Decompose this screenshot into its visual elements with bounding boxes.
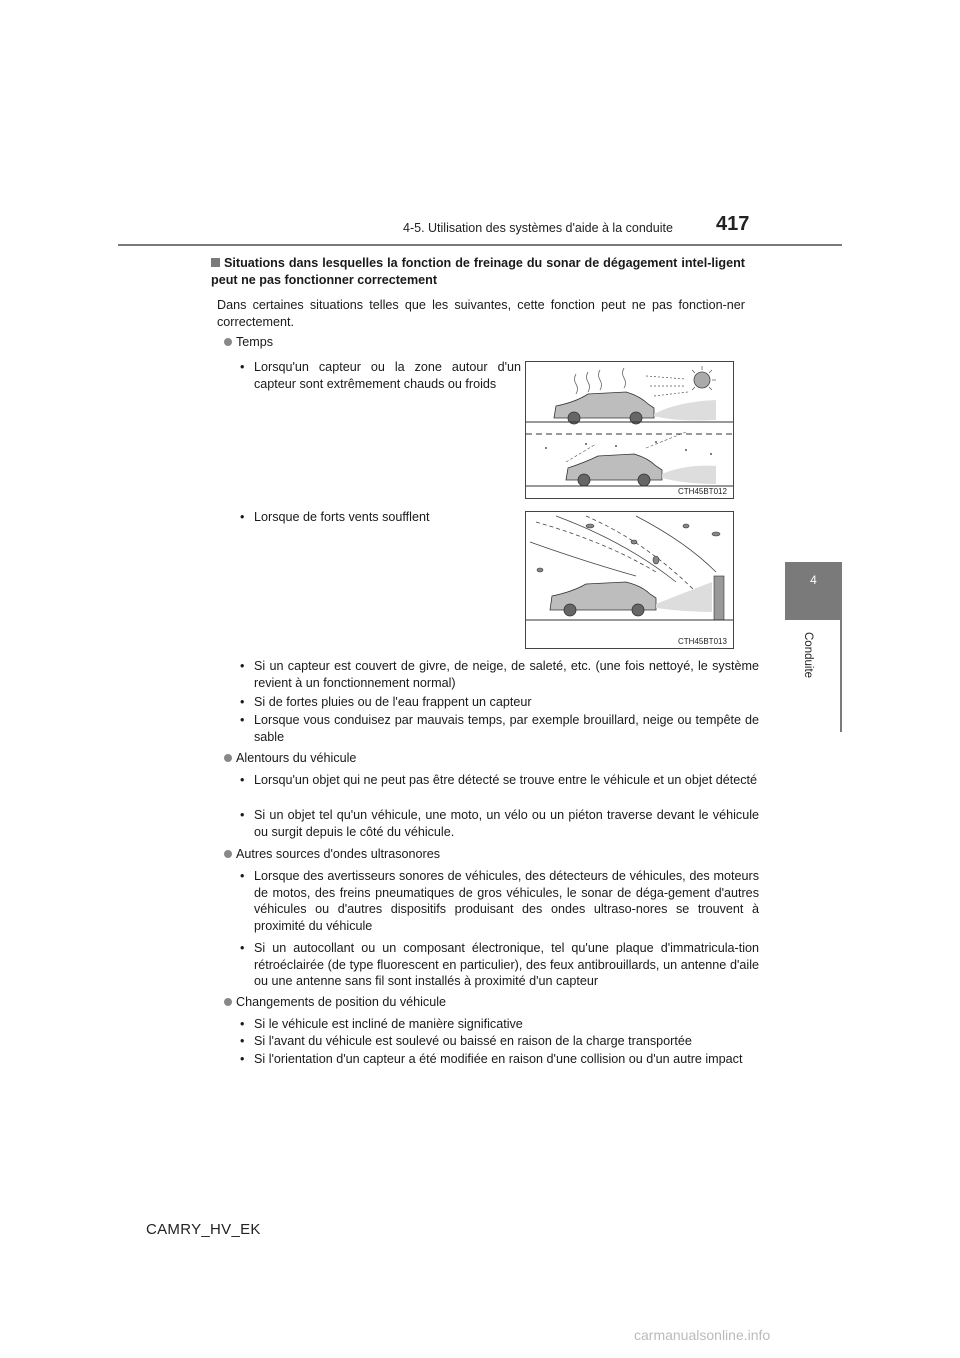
- model-code: CAMRY_HV_EK: [146, 1221, 261, 1238]
- list-item: • Si un objet tel qu'un véhicule, une moto, un vélo ou un piéton traverse devant le véhicule ou surgit depuis le côté du véhicule.: [240, 807, 759, 840]
- circle-bullet-icon: [224, 338, 232, 346]
- list-item: • Lorsque des avertisseurs sonores de véhicules, des détecteurs de véhicules, des moteurs de motos, des freins pneumatiques de gros véhicules, le sonar de déga-gement d'autres véhicules ou d'autres dispositifs produisant des ondes ultraso-nores se trouvent à proximité du véhicule: [240, 868, 759, 934]
- figure-strong-wind: [525, 511, 734, 649]
- chapter-label: Conduite: [802, 632, 814, 679]
- chapter-bar: [840, 620, 842, 732]
- section-heading: Situations dans lesquelles la fonction de freinage du sonar de dégagement intel-ligent peut ne pas fonctionner correctement: [211, 256, 745, 287]
- circle-bullet-icon: [224, 850, 232, 858]
- watermark: carmanualsonline.info: [634, 1327, 771, 1343]
- section-title: 4-5. Utilisation des systèmes d'aide à la conduite: [403, 221, 673, 235]
- list-item: • Si l'avant du véhicule est soulevé ou baissé en raison de la charge transportée: [240, 1033, 759, 1050]
- illustration-wind-car: [526, 512, 733, 648]
- list-item: • Si le véhicule est incliné de manière significative: [240, 1016, 759, 1033]
- list-item: • Si un autocollant ou un composant électronique, tel qu'une plaque d'immatricula-tion rétroéclairée (de type fluorescent en particulier), des feux antibrouillards, un antenne d'aile ou une antenne sans fil sont installés à proximité d'un capteur: [240, 940, 759, 990]
- list-item: • Si de fortes pluies ou de l'eau frappent un capteur: [240, 694, 759, 711]
- figure-heat-cold: [525, 361, 734, 499]
- circle-bullet-icon: [224, 754, 232, 762]
- header-divider: [118, 244, 842, 246]
- list-item: • Lorsqu'un capteur ou la zone autour d'un capteur sont extrêmement chauds ou froids: [240, 359, 521, 392]
- list-item: • Si l'orientation d'un capteur a été modifiée en raison d'une collision ou d'un autre impact: [240, 1051, 759, 1068]
- category-position: Changements de position du véhicule: [224, 994, 446, 1011]
- list-item: • Si un capteur est couvert de givre, de neige, de saleté, etc. (une fois nettoyé, le système revient à un fonctionnement normal): [240, 658, 759, 691]
- chapter-tab: [785, 562, 842, 620]
- list-item: • Lorsque de forts vents soufflent: [240, 509, 521, 526]
- illustration-hot-cold-car: [526, 362, 733, 498]
- category-weather: Temps: [224, 334, 273, 351]
- category-surroundings: Alentours du véhicule: [224, 750, 356, 767]
- circle-bullet-icon: [224, 998, 232, 1006]
- figure-caption: CTH45BT013: [678, 637, 727, 646]
- intro-paragraph: Dans certaines situations telles que les suivantes, cette fonction peut ne pas fonction-ner correctement.: [217, 298, 745, 329]
- chapter-number: 4: [810, 573, 817, 587]
- figure-caption: CTH45BT012: [678, 487, 727, 496]
- page-number: 417: [716, 213, 750, 235]
- list-item: • Lorsqu'un objet qui ne peut pas être détecté se trouve entre le véhicule et un objet détecté: [240, 772, 759, 789]
- square-bullet-icon: [211, 258, 220, 267]
- category-ultrasonic: Autres sources d'ondes ultrasonores: [224, 846, 440, 863]
- list-item: • Lorsque vous conduisez par mauvais temps, par exemple brouillard, neige ou tempête de sable: [240, 712, 759, 745]
